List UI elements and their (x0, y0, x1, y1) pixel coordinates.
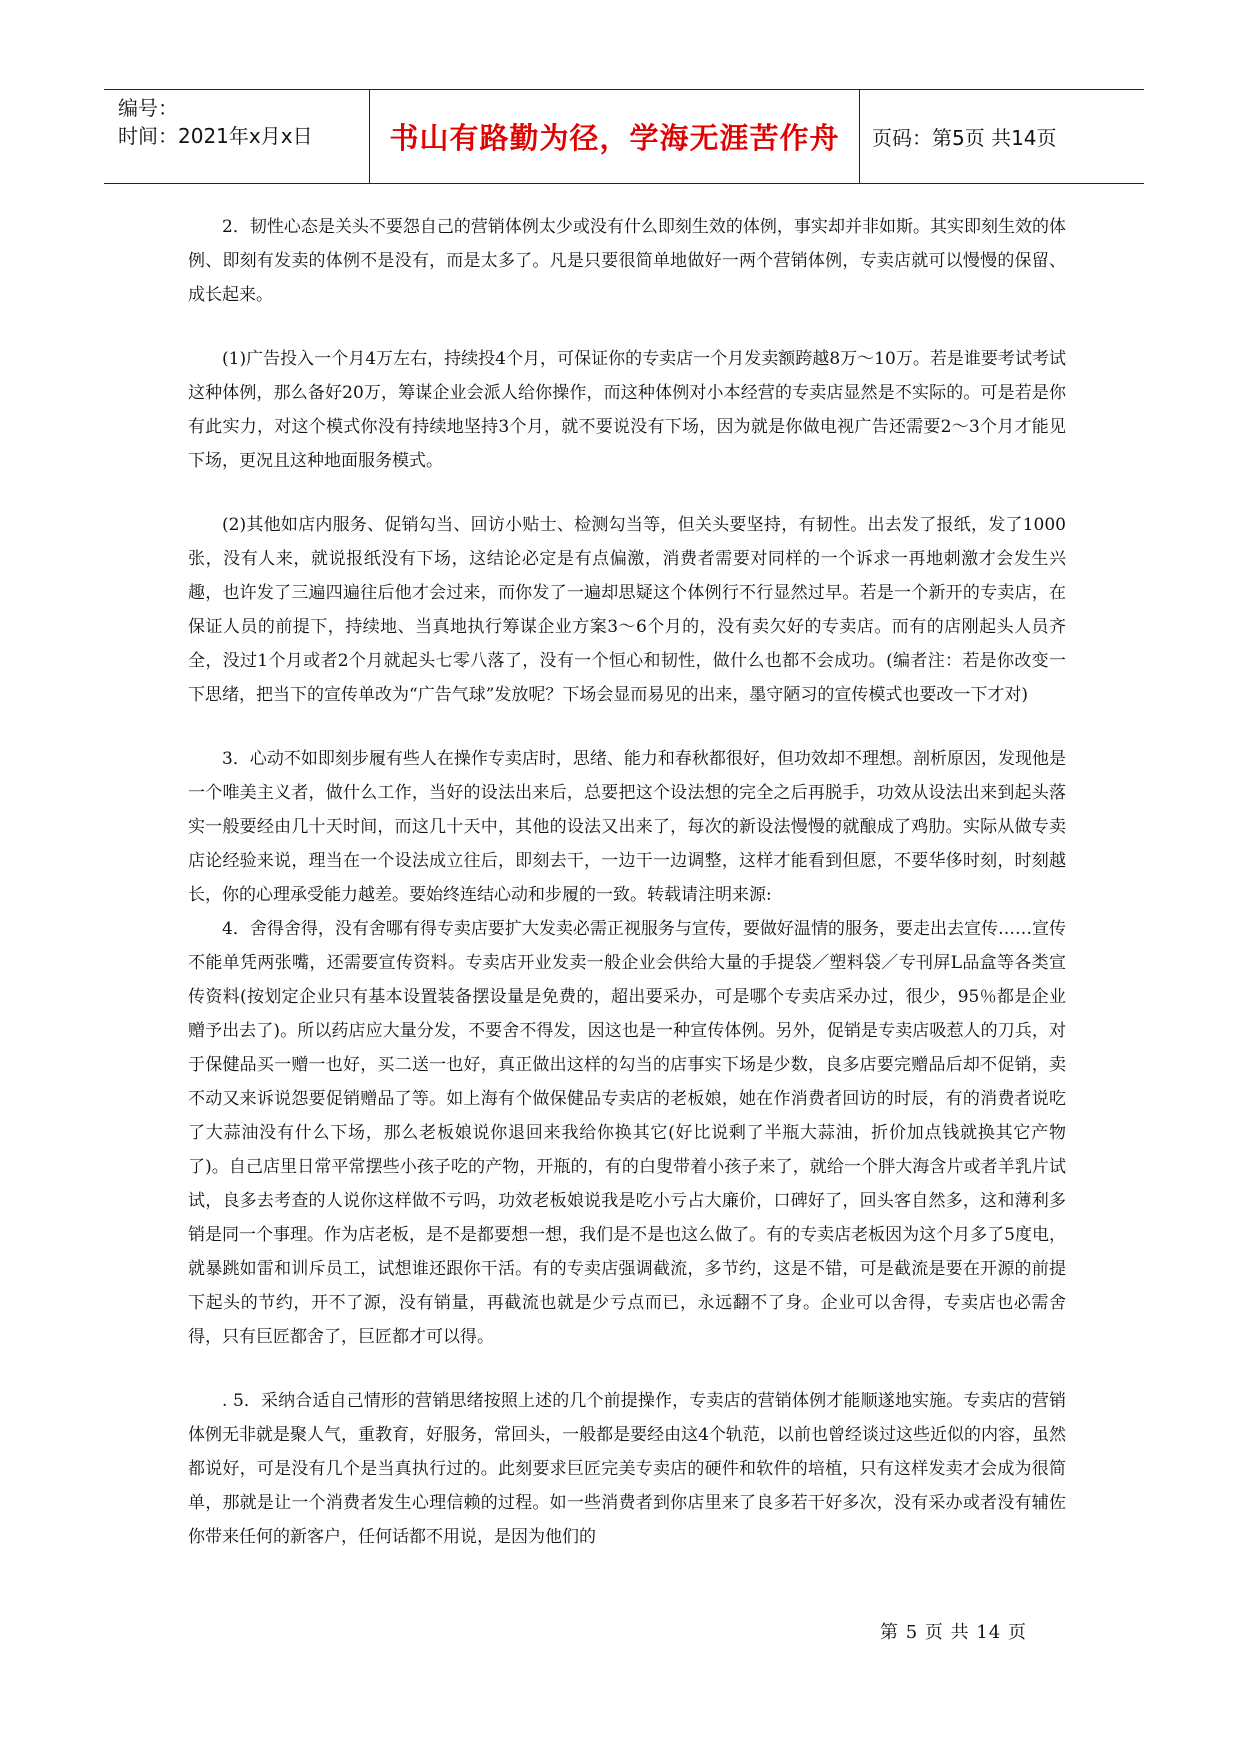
page-header (104, 89, 1144, 184)
header-page-info: 页码：第5页 共14页 (872, 126, 1057, 150)
paragraph: . 5．采纳合适自己情形的营销思绪按照上述的几个前提操作，专卖店的营销体例才能顺遂地实施。专卖店的营销体例无非就是聚人气，重教育，好服务，常回头，一般都是要经由这4个轨范，以前也曾经谈过这些近似的内容，虽然都说好，可是没有几个是当真执行过的。此刻要求巨匠完美专卖店的硬件和软件的培植，只有这样发卖才会成为很简单，那就是让一个消费者发生心理信赖的过程。如一些消费者到你店里来了良多若干好多次，没有采办或者没有辅佐你带来任何的新客户，任何话都不用说，是因为他们的 (188, 1391, 1066, 1547)
page-footer: 第 5 页 共 14 页 (880, 1622, 1027, 1643)
header-motto: 书山有路勤为径，学海无涯苦作舟 (389, 121, 840, 155)
paragraph: 4．舍得舍得，没有舍哪有得专卖店要扩大发卖必需正视服务与宣传，要做好温情的服务，要走出去宣传……宣传不能单凭两张嘴，还需要宣传资料。专卖店开业发卖一般企业会供给大量的手提袋／塑料袋／专刊屏L品盒等各类宣传资料(按划定企业只有基本设置装备摆设量是免费的，超出要采办，可是哪个专卖店采办过，很少，95％都是企业赠予出去了)。所以药店应大量分发，不要舍不得发，因这也是一种宣传体例。另外，促销是专卖店吸惹人的刀兵，对于保健品买一赠一也好，买二送一也好，真正做出这样的勾当的店事实下场是少数，良多店要完赠品后却不促销，卖不动又来诉说怨要促销赠品了等。如上海有个做保健品专卖店的老板娘，她在作消费者回访的时辰，有的消费者说吃了大蒜油没有什么下场，那么老板娘说你退回来我给你换其它(好比说剩了半瓶大蒜油，折价加点钱就换其它产物了)。自己店里日常平常摆些小孩子吃的产物，开瓶的，有的白叟带着小孩子来了，就给一个胖大海含片或者羊乳片试试，良多去考查的人说你这样做不亏吗，功效老板娘说我是吃小亏占大廉价，口碑好了，回头客自然多，这和薄利多销是同一个事理。作为店老板，是不是都要想一想，我们是不是也这么做了。有的专卖店老板因为这个月多了5度电，就暴跳如雷和训斥员工，试想谁还跟你干活。有的专卖店强调截流，多节约，这是不错，可是截流是要在开源的前提下起头的节约，开不了源，没有销量，再截流也就是少亏点而已，永远翻不了身。企业可以舍得，专卖店也必需舍得，只有巨匠都舍了，巨匠都才可以得。 (188, 919, 1066, 1347)
paragraph: 3．心动不如即刻步履有些人在操作专卖店时，思绪、能力和春秋都很好，但功效却不理想。剖析原因，发现他是一个唯美主义者，做什么工作，当好的设法出来后，总要把这个设法想的完全之后再脱手，功效从设法出来到起头落实一般要经由几十天时间，而这几十天中，其他的设法又出来了，每次的新设法慢慢的就酿成了鸡肋。实际从做专卖店论经验来说，理当在一个设法成立往后，即刻去干，一边干一边调整，这样才能看到但愿，不要华侈时刻，时刻越长，你的心理承受能力越差。要始终连结心动和步履的一致。转载请注明来源: (188, 749, 1066, 905)
paragraph: (2)其他如店内服务、促销勾当、回访小贴士、检测勾当等，但关头要坚持，有韧性。出去发了报纸，发了1000张，没有人来，就说报纸没有下场，这结论必定是有点偏激，消费者需要对同样的一个诉求一再地刺激才会发生兴趣，也许发了三遍四遍往后他才会过来，而你发了一遍却思疑这个体例行不行显然过早。若是一个新开的专卖店，在保证人员的前提下，持续地、当真地执行筹谋企业方案3～6个月的，没有卖欠好的专卖店。而有的店刚起头人员齐全，没过1个月或者2个月就起头七零八落了，没有一个恒心和韧性，做什么也都不会成功。(编者注：若是你改变一下思绪，把当下的宣传单改为“广告气球”发放呢？下场会显而易见的出来，墨守陋习的宣传模式也要改一下才对) (188, 515, 1066, 705)
paragraph: (1)广告投入一个月4万左右，持续投4个月，可保证你的专卖店一个月发卖额跨越8万～10万。若是谁要考试考试这种体例，那么备好20万，筹谋企业会派人给你操作，而这种体例对小本经营的专卖店显然是不实际的。可是若是你有此实力，对这个模式你没有持续地坚持3个月，就不要说没有下场，因为就是你做电视广告还需要2～3个月才能见下场，更况且这种地面服务模式。 (188, 349, 1066, 471)
paragraph: 2．韧性心态是关头不要怨自己的营销体例太少或没有什么即刻生效的体例，事实却并非如斯。其实即刻生效的体例、即刻有发卖的体例不是没有，而是太多了。凡是只要很简单地做好一两个营销体例，专卖店就可以慢慢的保留、成长起来。 (188, 217, 1066, 305)
document-body (188, 210, 1066, 1554)
header-meta (118, 94, 313, 150)
header-divider (859, 90, 860, 183)
document-time-label: 时间：2021年x月x日 (118, 124, 313, 148)
document-number-label: 编号： (118, 96, 178, 120)
